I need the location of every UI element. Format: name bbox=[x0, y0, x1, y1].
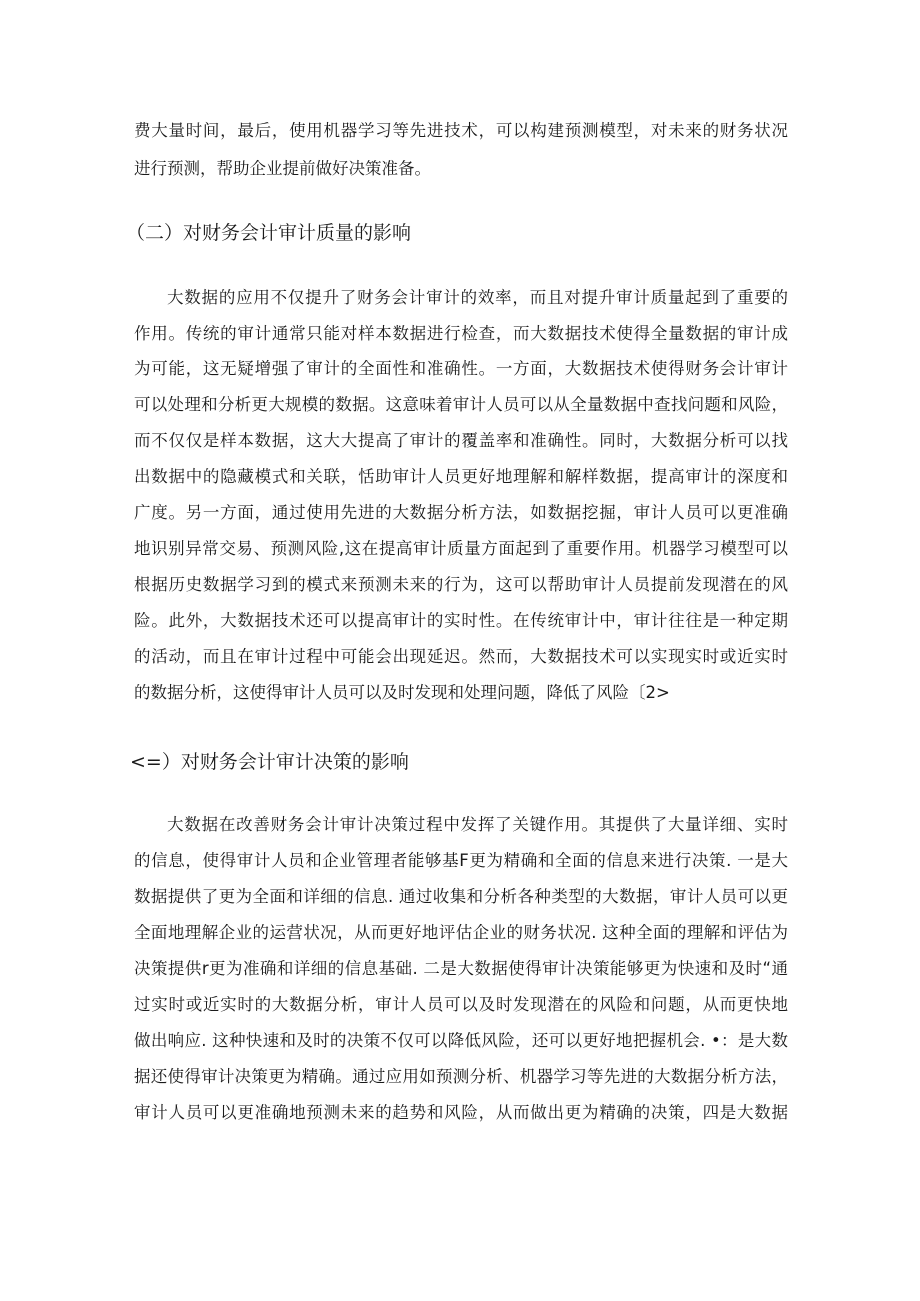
paragraph-line: 根据历史数据学习到的模式来预测未来的行为，这可以帮助审计人员提前发现潜在的风 bbox=[134, 575, 788, 594]
paragraph-line: 而不仅仅是样本数据，这大大提高了审计的覆盖率和准确性。同时，大数据分析可以找 bbox=[134, 431, 788, 450]
paragraph-line: 费大量时间，最后，使用机器学习等先进技术，可以构建预测模型，对未来的财务状况 bbox=[134, 121, 788, 140]
paragraph-line: 过实时或近实时的大数据分析，审计人员可以及时发现潜在的风险和问题，从而更快地 bbox=[134, 995, 788, 1014]
paragraph-line: 数据提供了更为全面和详细的信息. 通过收集和分析各种类型的大数据，审计人员可以更 bbox=[134, 887, 788, 906]
paragraph-line: 地识别异常交易、预测风险,这在提高审计质量方面起到了重要作用。机器学习模型可以 bbox=[134, 539, 788, 558]
paragraph-line: 进行预测，帮助企业提前做好决策准备。 bbox=[134, 159, 431, 178]
paragraph-line: 作用。传统的审计通常只能对样本数据进行检查，而大数据技术使得全量数据的审计成 bbox=[134, 324, 788, 343]
paragraph-line: 大数据的应用不仅提升了财务会计审计的效率，而且对提升审计质量起到了重要的 bbox=[167, 288, 788, 307]
paragraph-line: 可以处理和分析更大规模的数据。这意味着审计人员可以从全量数据中查找问题和风险， bbox=[134, 395, 788, 414]
section-heading: <=）对财务会计审计决策的影响 bbox=[130, 751, 409, 773]
paragraph-line: 据还使得审计决策更为精确。通过应用如预测分析、机器学习等先进的大数据分析方法， bbox=[134, 1067, 788, 1086]
paragraph-line: 的活动，而且在审计过程中可能会出现延迟。然而，大数据技术可以实现实时或近实时 bbox=[134, 647, 788, 666]
paragraph-line: 广度。另一方面，通过使用先进的大数据分析方法，如数据挖掘，审计人员可以更准确 bbox=[134, 503, 788, 522]
paragraph-line: 为可能，这无疑增强了审计的全面性和准确性。一方面，大数据技术使得财务会计审计 bbox=[134, 359, 788, 378]
paragraph-line: 大数据在改善财务会计审计决策过程中发挥了关键作用。其提供了大量详细、实时 bbox=[167, 815, 788, 834]
paragraph-line: 全面地理解企业的运营状况，从而更好地评估企业的财务状况. 这种全面的理解和评估为 bbox=[134, 923, 788, 942]
paragraph-line: 审计人员可以更准确地预测未来的趋势和风险，从而做出更为精确的决策，四是大数据 bbox=[134, 1103, 788, 1122]
paragraph-line: 的数据分析，这使得审计人员可以及时发现和处理问题，降低了风险〔2> bbox=[134, 683, 670, 702]
section-heading: （二）对财务会计审计质量的影响 bbox=[126, 222, 412, 244]
paragraph-line: 出数据中的隐藏模式和关联，恬助审计人员更好地理解和解样数据，提高审计的深度和 bbox=[134, 467, 788, 486]
paragraph-line: 决策提供r更为准确和详细的信息基础. 二是大数据使得审计决策能够更为快速和及时“通 bbox=[134, 959, 788, 978]
paragraph-line: 的信息，使得审计人员和企业管理者能够基F更为精确和全面的信息来进行决策. 一是大 bbox=[134, 851, 788, 870]
paragraph-line: 险。此外，大数据技术还可以提高审计的实时性。在传统审计中，审计往往是一种定期 bbox=[134, 611, 788, 630]
paragraph-line: 做出响应. 这种快速和及时的决策不仅可以降低风险，还可以更好地把握机会. •：是大数 bbox=[134, 1031, 788, 1050]
